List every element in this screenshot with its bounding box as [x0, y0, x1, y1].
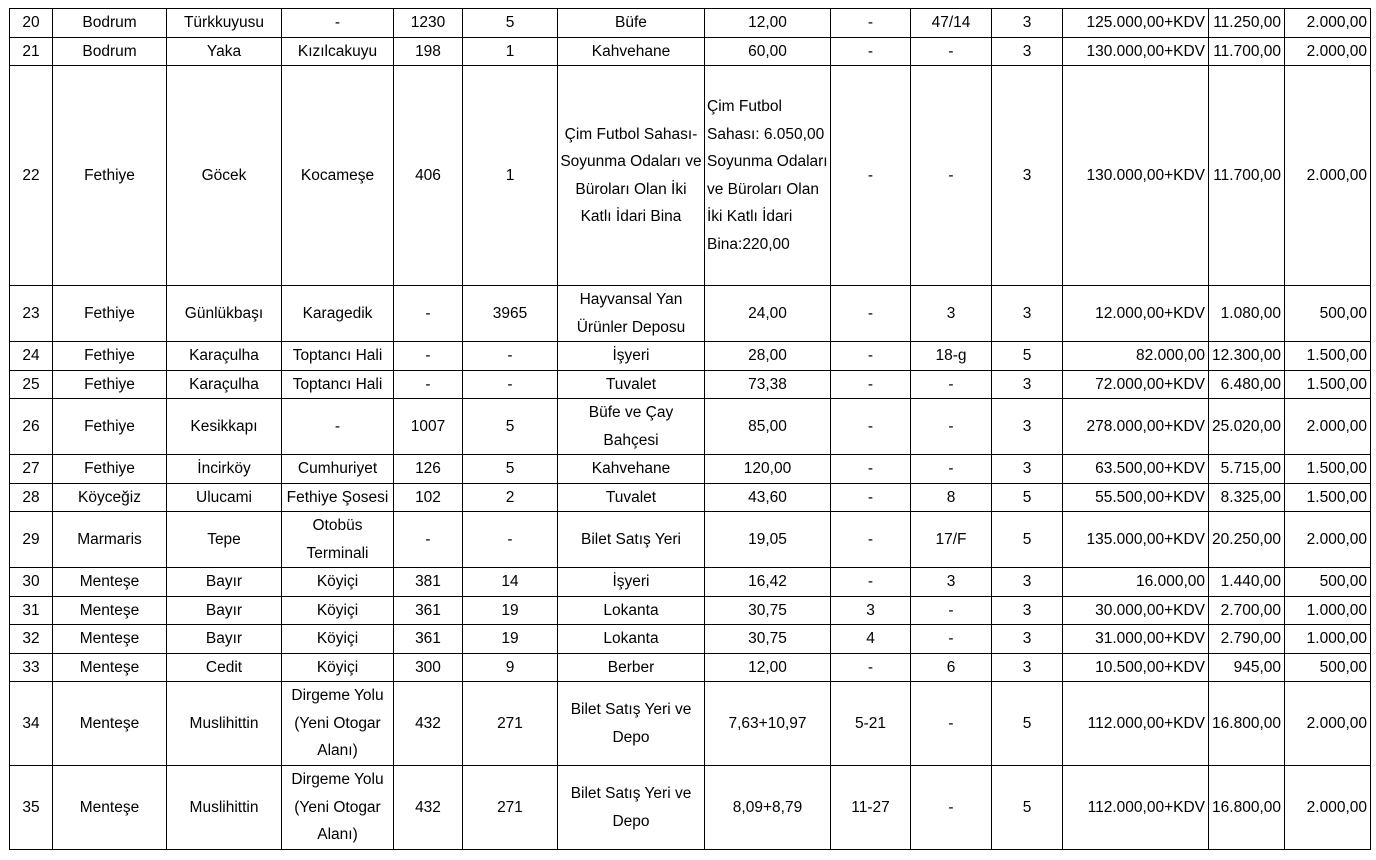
- cell-shop: 17/F: [911, 512, 992, 568]
- cell-neighborhood: Karaçulha: [167, 342, 282, 371]
- cell-no: 34: [10, 682, 53, 766]
- cell-price: 82.000,00: [1063, 342, 1209, 371]
- cell-parcel: 3965: [463, 286, 558, 342]
- cell-parcel: 271: [463, 682, 558, 766]
- cell-parcel: 14: [463, 568, 558, 597]
- cell-neighborhood: Türkkuyusu: [167, 9, 282, 38]
- table-row: [10, 653, 1371, 682]
- cell-block: 406: [394, 66, 463, 286]
- cell-block: 1007: [394, 399, 463, 455]
- cell-street: Cumhuriyet: [282, 455, 394, 484]
- cell-col13: 1.500,00: [1285, 370, 1371, 399]
- table-row: [10, 625, 1371, 654]
- cell-use: İşyeri: [558, 342, 705, 371]
- cell-block: -: [394, 512, 463, 568]
- cell-years: 3: [992, 37, 1063, 66]
- cell-col12: 8.325,00: [1209, 483, 1285, 512]
- table-row: [10, 512, 1371, 568]
- cell-district: Menteşe: [53, 568, 167, 597]
- cell-door: 3: [831, 596, 911, 625]
- cell-years: 3: [992, 399, 1063, 455]
- cell-neighborhood: Bayır: [167, 596, 282, 625]
- cell-col13: 500,00: [1285, 286, 1371, 342]
- cell-area: 8,09+8,79: [705, 766, 831, 850]
- cell-price: 112.000,00+KDV: [1063, 682, 1209, 766]
- cell-shop: -: [911, 399, 992, 455]
- cell-door: -: [831, 399, 911, 455]
- cell-use: Berber: [558, 653, 705, 682]
- cell-price: 55.500,00+KDV: [1063, 483, 1209, 512]
- cell-col12: 11.700,00: [1209, 66, 1285, 286]
- cell-col12: 6.480,00: [1209, 370, 1285, 399]
- cell-years: 3: [992, 66, 1063, 286]
- cell-col13: 1.000,00: [1285, 596, 1371, 625]
- cell-no: 30: [10, 568, 53, 597]
- cell-no: 21: [10, 37, 53, 66]
- cell-neighborhood: İncirköy: [167, 455, 282, 484]
- cell-area: 12,00: [705, 653, 831, 682]
- cell-neighborhood: Karaçulha: [167, 370, 282, 399]
- cell-street: Kızılcakuyu: [282, 37, 394, 66]
- cell-use: Kahvehane: [558, 37, 705, 66]
- cell-door: -: [831, 286, 911, 342]
- cell-district: Menteşe: [53, 596, 167, 625]
- cell-parcel: 19: [463, 625, 558, 654]
- cell-no: 27: [10, 455, 53, 484]
- cell-door: -: [831, 455, 911, 484]
- cell-years: 5: [992, 483, 1063, 512]
- cell-no: 31: [10, 596, 53, 625]
- cell-price: 125.000,00+KDV: [1063, 9, 1209, 38]
- cell-neighborhood: Muslihittin: [167, 766, 282, 850]
- cell-col12: 5.715,00: [1209, 455, 1285, 484]
- cell-col13: 500,00: [1285, 568, 1371, 597]
- cell-street: Köyiçi: [282, 596, 394, 625]
- table-row: [10, 568, 1371, 597]
- cell-col12: 11.250,00: [1209, 9, 1285, 38]
- cell-street: Kocameşe: [282, 66, 394, 286]
- cell-neighborhood: Bayır: [167, 625, 282, 654]
- cell-parcel: 5: [463, 399, 558, 455]
- cell-col13: 1.500,00: [1285, 483, 1371, 512]
- cell-door: -: [831, 512, 911, 568]
- cell-col12: 16.800,00: [1209, 682, 1285, 766]
- cell-neighborhood: Tepe: [167, 512, 282, 568]
- cell-area: 73,38: [705, 370, 831, 399]
- cell-col13: 1.500,00: [1285, 455, 1371, 484]
- cell-shop: 3: [911, 286, 992, 342]
- cell-street: Köyiçi: [282, 653, 394, 682]
- cell-use: Bilet Satış Yeri: [558, 512, 705, 568]
- cell-street: Toptancı Hali: [282, 342, 394, 371]
- cell-col13: 2.000,00: [1285, 9, 1371, 38]
- cell-years: 5: [992, 766, 1063, 850]
- cell-district: Menteşe: [53, 682, 167, 766]
- cell-price: 30.000,00+KDV: [1063, 596, 1209, 625]
- cell-street: Toptancı Hali: [282, 370, 394, 399]
- cell-price: 16.000,00: [1063, 568, 1209, 597]
- cell-col13: 2.000,00: [1285, 766, 1371, 850]
- cell-shop: 47/14: [911, 9, 992, 38]
- cell-parcel: 271: [463, 766, 558, 850]
- cell-price: 112.000,00+KDV: [1063, 766, 1209, 850]
- cell-district: Fethiye: [53, 286, 167, 342]
- cell-price: 63.500,00+KDV: [1063, 455, 1209, 484]
- cell-area: 30,75: [705, 625, 831, 654]
- cell-use: Tuvalet: [558, 483, 705, 512]
- cell-door: 4: [831, 625, 911, 654]
- cell-district: Marmaris: [53, 512, 167, 568]
- cell-use: Kahvehane: [558, 455, 705, 484]
- cell-door: -: [831, 568, 911, 597]
- cell-parcel: -: [463, 342, 558, 371]
- cell-parcel: 5: [463, 9, 558, 38]
- cell-street: Otobüs Terminali: [282, 512, 394, 568]
- cell-col12: 1.080,00: [1209, 286, 1285, 342]
- cell-street: Köyiçi: [282, 625, 394, 654]
- cell-street: Karagedik: [282, 286, 394, 342]
- cell-col12: 2.790,00: [1209, 625, 1285, 654]
- cell-area: 43,60: [705, 483, 831, 512]
- cell-use: Bilet Satış Yeri ve Depo: [558, 682, 705, 766]
- cell-neighborhood: Ulucami: [167, 483, 282, 512]
- cell-years: 3: [992, 455, 1063, 484]
- cell-block: 361: [394, 596, 463, 625]
- cell-district: Bodrum: [53, 9, 167, 38]
- cell-district: Menteşe: [53, 766, 167, 850]
- cell-col12: 25.020,00: [1209, 399, 1285, 455]
- cell-district: Menteşe: [53, 625, 167, 654]
- cell-parcel: 2: [463, 483, 558, 512]
- cell-price: 278.000,00+KDV: [1063, 399, 1209, 455]
- table-row: [10, 37, 1371, 66]
- table-row: [10, 399, 1371, 455]
- cell-street: Köyiçi: [282, 568, 394, 597]
- cell-no: 22: [10, 66, 53, 286]
- cell-area: 19,05: [705, 512, 831, 568]
- table-row: [10, 483, 1371, 512]
- cell-years: 3: [992, 625, 1063, 654]
- cell-use: Hayvansal Yan Ürünler Deposu: [558, 286, 705, 342]
- cell-street: -: [282, 9, 394, 38]
- cell-years: 3: [992, 370, 1063, 399]
- cell-district: Bodrum: [53, 37, 167, 66]
- cell-parcel: -: [463, 512, 558, 568]
- cell-shop: 18-g: [911, 342, 992, 371]
- cell-block: 102: [394, 483, 463, 512]
- cell-area: 28,00: [705, 342, 831, 371]
- cell-door: 5-21: [831, 682, 911, 766]
- cell-col13: 2.000,00: [1285, 399, 1371, 455]
- cell-col13: 2.000,00: [1285, 512, 1371, 568]
- cell-block: 432: [394, 682, 463, 766]
- table-row: [10, 66, 1371, 286]
- cell-area: 7,63+10,97: [705, 682, 831, 766]
- cell-area: Çim Futbol Sahası: 6.050,00 Soyunma Odaları ve Büroları Olan İki Katlı İdari Bina:220,00: [705, 66, 831, 286]
- cell-col12: 1.440,00: [1209, 568, 1285, 597]
- cell-no: 20: [10, 9, 53, 38]
- cell-street: -: [282, 399, 394, 455]
- cell-neighborhood: Göcek: [167, 66, 282, 286]
- cell-parcel: 9: [463, 653, 558, 682]
- cell-district: Fethiye: [53, 370, 167, 399]
- cell-door: -: [831, 37, 911, 66]
- cell-shop: -: [911, 682, 992, 766]
- cell-shop: 3: [911, 568, 992, 597]
- cell-street: Fethiye Şosesi: [282, 483, 394, 512]
- cell-price: 130.000,00+KDV: [1063, 66, 1209, 286]
- cell-shop: 6: [911, 653, 992, 682]
- cell-no: 35: [10, 766, 53, 850]
- cell-area: 16,42: [705, 568, 831, 597]
- cell-use: Büfe ve Çay Bahçesi: [558, 399, 705, 455]
- cell-district: Fethiye: [53, 342, 167, 371]
- cell-col13: 2.000,00: [1285, 66, 1371, 286]
- cell-block: 381: [394, 568, 463, 597]
- cell-use: Lokanta: [558, 596, 705, 625]
- cell-col13: 500,00: [1285, 653, 1371, 682]
- cell-shop: 8: [911, 483, 992, 512]
- cell-neighborhood: Günlükbaşı: [167, 286, 282, 342]
- cell-parcel: 1: [463, 37, 558, 66]
- cell-use: Çim Futbol Sahası-Soyunma Odaları ve Büroları Olan İki Katlı İdari Bina: [558, 66, 705, 286]
- cell-door: -: [831, 483, 911, 512]
- cell-area: 24,00: [705, 286, 831, 342]
- cell-area: 30,75: [705, 596, 831, 625]
- cell-area: 12,00: [705, 9, 831, 38]
- cell-street: Dirgeme Yolu (Yeni Otogar Alanı): [282, 766, 394, 850]
- cell-block: 1230: [394, 9, 463, 38]
- table-row: [10, 342, 1371, 371]
- cell-col13: 2.000,00: [1285, 682, 1371, 766]
- cell-block: -: [394, 370, 463, 399]
- cell-block: 198: [394, 37, 463, 66]
- cell-no: 33: [10, 653, 53, 682]
- cell-shop: -: [911, 596, 992, 625]
- cell-door: -: [831, 653, 911, 682]
- cell-door: -: [831, 66, 911, 286]
- cell-area: 120,00: [705, 455, 831, 484]
- cell-price: 72.000,00+KDV: [1063, 370, 1209, 399]
- table-body: [10, 9, 1371, 850]
- cell-door: -: [831, 342, 911, 371]
- cell-parcel: -: [463, 370, 558, 399]
- cell-col12: 20.250,00: [1209, 512, 1285, 568]
- cell-col12: 2.700,00: [1209, 596, 1285, 625]
- cell-years: 3: [992, 9, 1063, 38]
- cell-years: 5: [992, 512, 1063, 568]
- cell-years: 3: [992, 653, 1063, 682]
- cell-parcel: 1: [463, 66, 558, 286]
- cell-block: -: [394, 286, 463, 342]
- cell-shop: -: [911, 766, 992, 850]
- cell-shop: -: [911, 66, 992, 286]
- cell-no: 25: [10, 370, 53, 399]
- cell-block: 432: [394, 766, 463, 850]
- cell-years: 5: [992, 342, 1063, 371]
- tender-table: [9, 8, 1371, 850]
- cell-parcel: 19: [463, 596, 558, 625]
- cell-shop: -: [911, 625, 992, 654]
- cell-no: 26: [10, 399, 53, 455]
- cell-col12: 945,00: [1209, 653, 1285, 682]
- cell-price: 12.000,00+KDV: [1063, 286, 1209, 342]
- cell-use: Lokanta: [558, 625, 705, 654]
- cell-price: 31.000,00+KDV: [1063, 625, 1209, 654]
- cell-no: 29: [10, 512, 53, 568]
- cell-shop: -: [911, 370, 992, 399]
- cell-price: 135.000,00+KDV: [1063, 512, 1209, 568]
- cell-years: 3: [992, 596, 1063, 625]
- table-row: [10, 370, 1371, 399]
- cell-district: Fethiye: [53, 66, 167, 286]
- cell-years: 3: [992, 286, 1063, 342]
- cell-neighborhood: Muslihittin: [167, 682, 282, 766]
- cell-col12: 11.700,00: [1209, 37, 1285, 66]
- cell-parcel: 5: [463, 455, 558, 484]
- cell-use: Tuvalet: [558, 370, 705, 399]
- cell-area: 60,00: [705, 37, 831, 66]
- cell-price: 130.000,00+KDV: [1063, 37, 1209, 66]
- cell-no: 32: [10, 625, 53, 654]
- table-row: [10, 766, 1371, 850]
- cell-neighborhood: Yaka: [167, 37, 282, 66]
- cell-years: 5: [992, 682, 1063, 766]
- cell-neighborhood: Cedit: [167, 653, 282, 682]
- cell-use: Büfe: [558, 9, 705, 38]
- cell-col12: 12.300,00: [1209, 342, 1285, 371]
- cell-block: 300: [394, 653, 463, 682]
- cell-price: 10.500,00+KDV: [1063, 653, 1209, 682]
- cell-door: 11-27: [831, 766, 911, 850]
- cell-block: -: [394, 342, 463, 371]
- cell-block: 126: [394, 455, 463, 484]
- cell-col13: 1.500,00: [1285, 342, 1371, 371]
- table-row: [10, 286, 1371, 342]
- cell-district: Fethiye: [53, 455, 167, 484]
- table-row: [10, 9, 1371, 38]
- cell-door: -: [831, 9, 911, 38]
- table-row: [10, 682, 1371, 766]
- cell-district: Fethiye: [53, 399, 167, 455]
- cell-years: 3: [992, 568, 1063, 597]
- cell-door: -: [831, 370, 911, 399]
- cell-col13: 2.000,00: [1285, 37, 1371, 66]
- table-row: [10, 596, 1371, 625]
- cell-use: Bilet Satış Yeri ve Depo: [558, 766, 705, 850]
- cell-no: 28: [10, 483, 53, 512]
- table-row: [10, 455, 1371, 484]
- cell-block: 361: [394, 625, 463, 654]
- cell-shop: -: [911, 455, 992, 484]
- cell-neighborhood: Bayır: [167, 568, 282, 597]
- cell-col13: 1.000,00: [1285, 625, 1371, 654]
- cell-street: Dirgeme Yolu (Yeni Otogar Alanı): [282, 682, 394, 766]
- cell-neighborhood: Kesikkapı: [167, 399, 282, 455]
- cell-district: Menteşe: [53, 653, 167, 682]
- cell-shop: -: [911, 37, 992, 66]
- cell-district: Köyceğiz: [53, 483, 167, 512]
- cell-no: 23: [10, 286, 53, 342]
- cell-use: İşyeri: [558, 568, 705, 597]
- cell-no: 24: [10, 342, 53, 371]
- cell-area: 85,00: [705, 399, 831, 455]
- cell-col12: 16.800,00: [1209, 766, 1285, 850]
